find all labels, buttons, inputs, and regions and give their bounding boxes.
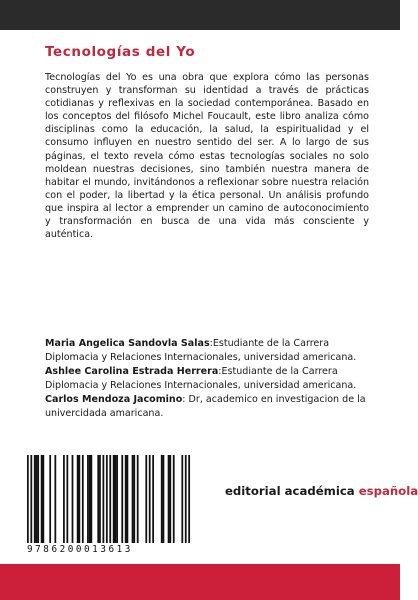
bottom-color-bar <box>0 564 400 600</box>
barcode-bar <box>77 455 79 543</box>
barcode-bar <box>37 455 39 543</box>
publisher-name-part: editorial académica <box>225 484 359 498</box>
barcode-bar <box>49 455 51 543</box>
publisher-name-accent: española <box>358 484 418 498</box>
author-bio: Estudiante de la Carrera Diplomacia y Relaciones Internacionales, universidad americana. <box>45 366 357 391</box>
author-name: Ashlee Carolina Estrada Herrera <box>45 366 219 377</box>
barcode-bar <box>99 455 101 543</box>
barcode-bar <box>63 455 65 543</box>
isbn-number: 9786200013613 <box>27 544 133 555</box>
barcode-bar <box>87 455 89 543</box>
barcode-bar <box>145 455 147 543</box>
barcode-bar <box>102 455 104 543</box>
barcode-bar <box>41 455 43 543</box>
barcode-bar <box>82 455 84 543</box>
barcode-bar <box>188 455 190 543</box>
book-blurb: Tecnologías del Yo es una obra que explora cómo las personas construyen y transforman su identidad a través de prácticas cotidianas y reflexivas en la sociedad contemporánea. Basado en los conceptos del filósofo Michel Foucault, este libro analiza cómo disciplinas como la educación, la salud, la espiritualidad y el consumo influyen en nuestro sentido del ser. A lo largo de sus páginas, el texto revela cómo estas tecnologías sociales no solo moldean nuestras decisiones, sino también nuestra manera de habitar el mundo, invitándonos a reflexionar sobre nuestra relación con el poder, la libertad y la ética personal. Un análisis profundo que inspira al lector a emprender un camino de autoconocimiento y transformación en busca de una vida más consciente y auténtica. <box>45 72 369 241</box>
barcode-bar <box>152 455 154 543</box>
barcode-bar <box>115 455 117 543</box>
barcode-bars <box>27 455 190 543</box>
barcode-bar <box>90 455 92 543</box>
barcode-bar <box>27 455 29 543</box>
barcode-bar <box>137 455 139 543</box>
barcode-bar <box>149 455 151 543</box>
barcode-bar <box>97 455 99 543</box>
author-bio: Estudiante de la Carrera Diplomacia y Relaciones Internacionales, universidad americana. <box>45 338 357 363</box>
barcode-bar <box>125 455 127 543</box>
barcode-bar <box>78 455 80 543</box>
barcode-bar <box>66 455 68 543</box>
barcode-bar <box>42 455 44 543</box>
barcode-bar <box>36 455 38 543</box>
barcode-bar <box>116 455 118 543</box>
barcode-bar <box>185 455 187 543</box>
author-bios: Maria Angelica Sandovla Salas:Estudiante de la Carrera Diplomacia y Relaciones Internacionales, universidad americana. Ashlee Carolina Estrada Herrera:Estudiante de la Carrera Diplomacia y Relaciones Internacionales, universidad americana. Carlos Mendoza Jacomino: Dr, academico en investigacion de la univercidada amaricana. <box>45 338 366 419</box>
barcode-bar <box>34 455 36 543</box>
barcode-bar <box>121 455 123 543</box>
author-name: Carlos Mendoza Jacomino <box>45 394 183 405</box>
barcode-bar <box>72 455 74 543</box>
barcode-bar <box>127 455 129 543</box>
book-title: Tecnologías del Yo <box>45 44 196 60</box>
barcode-bar <box>30 455 32 543</box>
barcode-bar <box>54 455 56 543</box>
barcode-bar <box>173 455 175 543</box>
barcode-bar <box>132 455 134 543</box>
publisher-name <box>225 484 418 498</box>
barcode-bar <box>89 455 91 543</box>
barcode-bar <box>161 455 163 543</box>
author-name: Maria Angelica Sandovla Salas <box>45 338 210 349</box>
barcode-bar <box>181 455 183 543</box>
isbn-barcode <box>27 455 190 557</box>
barcode-bar <box>133 455 135 543</box>
top-color-bar <box>0 0 400 30</box>
barcode-bar <box>169 455 171 543</box>
barcode-bar <box>113 455 115 543</box>
barcode-bar <box>163 455 165 543</box>
barcode-bar <box>168 455 170 543</box>
barcode-bar <box>106 455 108 543</box>
barcode-bar <box>109 455 111 543</box>
author-bio: Dr, academico en investigacion de la univercidada amaricana. <box>45 394 366 419</box>
